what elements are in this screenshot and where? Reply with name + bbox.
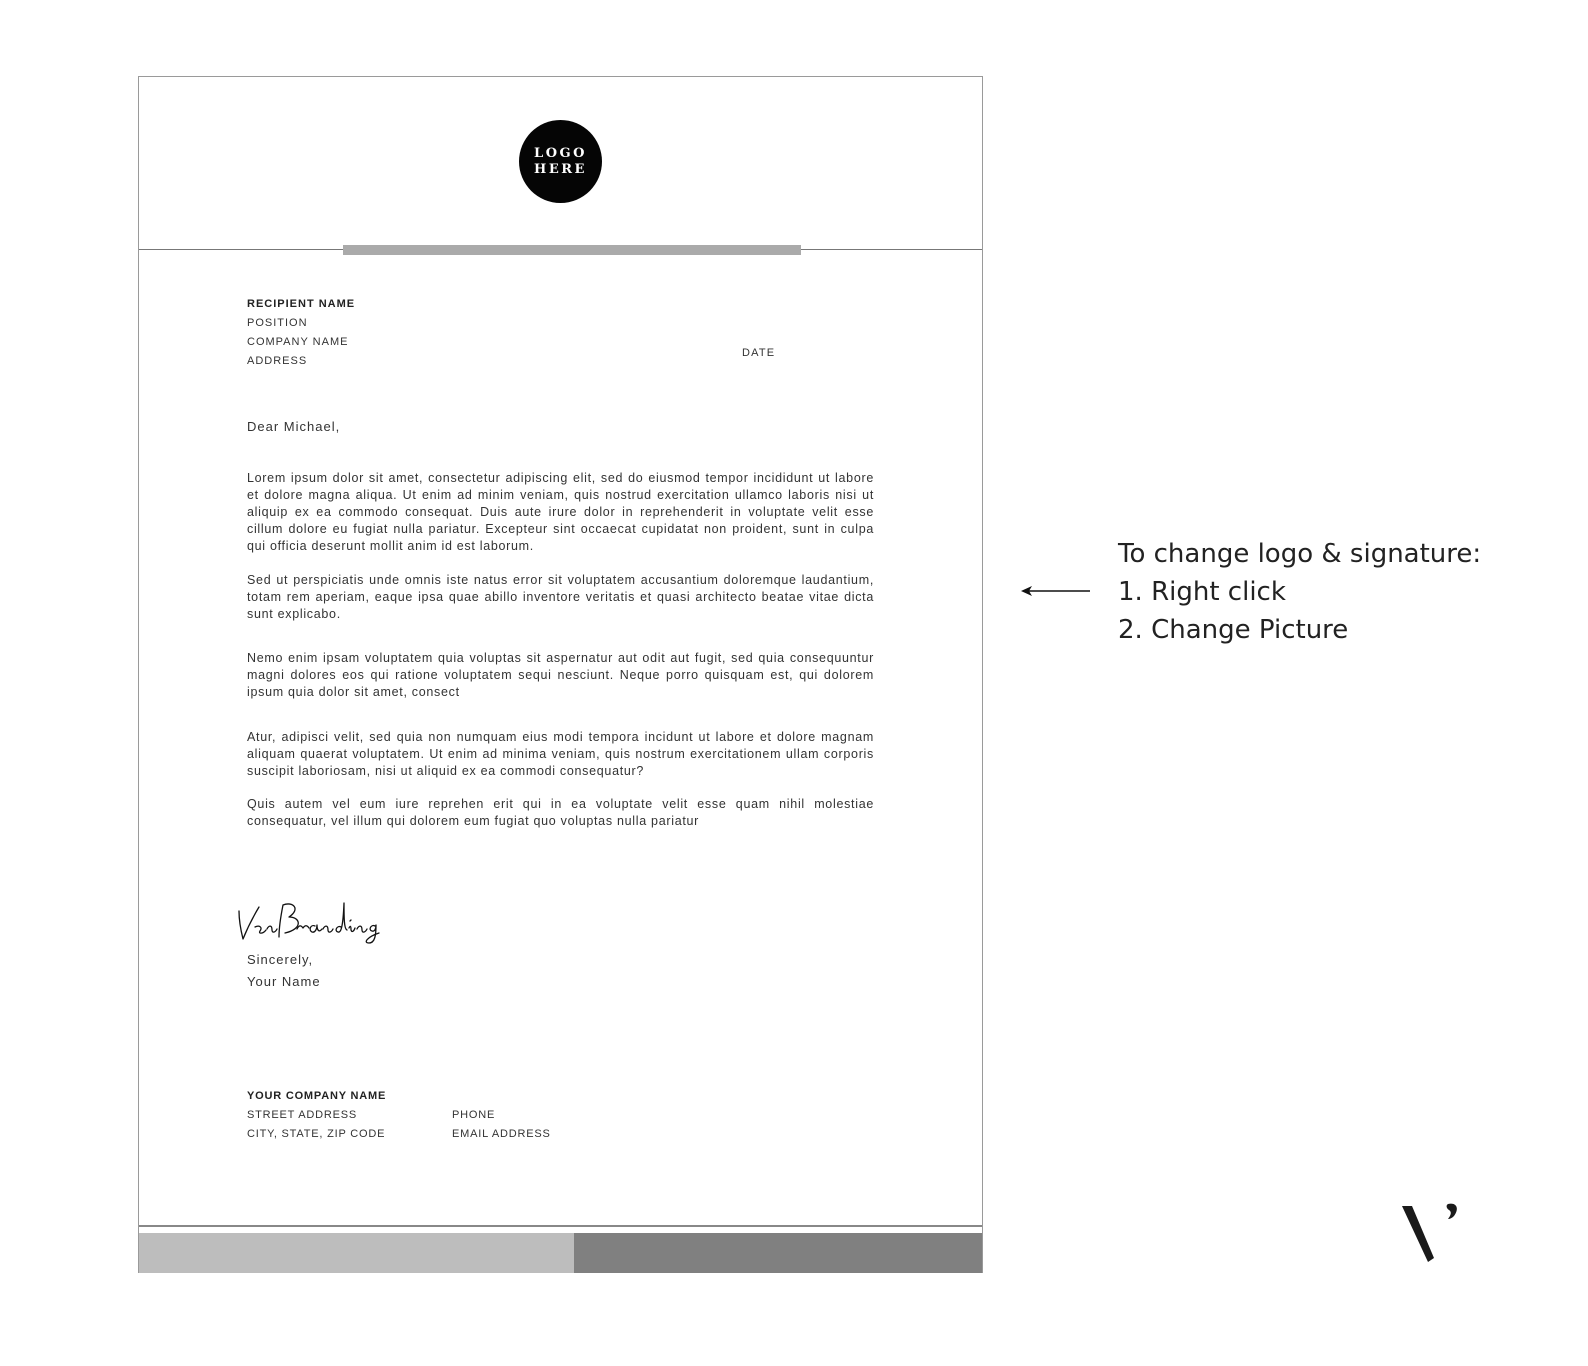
company-phone: PHONE [452,1109,496,1121]
greeting: Dear Michael, [247,419,341,434]
brand-v-icon [1398,1200,1462,1266]
recipient-name: RECIPIENT NAME [247,298,356,310]
closing-block [247,949,321,993]
body-paragraph-2: Sed ut perspiciatis unde omnis iste natus error sit voluptatem accusantium doloremque laudantium, totam rem aperiam, eaque ipsa quae abillo inventore veritatis et quasi architecto beatae vitae dicta sunt explicabo. [247,573,874,621]
footer-divider [139,1225,982,1227]
logo-line-1: LOGO [534,145,587,161]
instructions-block [1118,535,1481,649]
company-email: EMAIL ADDRESS [452,1128,551,1140]
company-block [247,1087,386,1144]
company-city: CITY, STATE, ZIP CODE [247,1128,386,1140]
body-paragraph-1: Lorem ipsum dolor sit amet, consectetur adipiscing elit, sed do eiusmod tempor incididunt ut labore et dolore magna aliqua. Ut enim ad minim veniam, quis nostrud exercitation ullamco laboris nisi ut aliquip ex ea commodo consequat. Duis aute irure dolor in reprehenderit in voluptate velit esse cillum dolore eu fugiat nulla pariatur. Excepteur sint occaecat cupidatat non proident, sunt in culpa qui officia deserunt mollit anim id est laborum. [247,471,874,553]
recipient-block [247,295,355,371]
contact-block [452,1106,551,1144]
instructions-title: To change logo & signature: [1118,539,1482,569]
body-paragraph-3: Nemo enim ipsam voluptatem quia voluptas sit aspernatur aut odit aut fugit, sed quia consequuntur magni dolores eos qui ratione voluptatem sequi nesciunt. Neque porro quisquam est, qui dolorem ipsum quia dolor sit amet, consect [247,651,874,699]
recipient-position: POSITION [247,317,308,329]
recipient-company: COMPANY NAME [247,336,349,348]
sender-name: Your Name [247,974,321,989]
body-paragraph-4: Atur, adipisci velit, sed quia non numquam eius modi tempora incidunt ut labore et dolore magnam aliquam quaerat voluptatem. Ut enim ad minima veniam, quis nostrum exercitationem ullam corporis suscipit laboriosam, nisi ut aliquid ex ea commodi consequatur? [247,730,874,778]
company-street: STREET ADDRESS [247,1109,358,1121]
header-accent-bar [343,245,801,255]
company-name: YOUR COMPANY NAME [247,1090,387,1102]
footer-dark-bar [574,1233,982,1273]
body-paragraph-5: Quis autem vel eum iure reprehen erit qui in ea voluptate velit esse quam nihil molestiae consequatur, vel illum qui dolorem eum fugiat quo voluptas nulla pariatur [247,797,874,828]
logo-line-2: HERE [534,161,587,177]
signature-image[interactable] [233,897,383,945]
footer-light-bar [139,1233,574,1273]
instructions-step-2: 2. Change Picture [1118,615,1349,645]
instructions-step-1: 1. Right click [1118,577,1286,607]
logo-placeholder[interactable] [519,120,602,203]
letterhead-page [138,76,983,1273]
recipient-address: ADDRESS [247,355,308,367]
letter-date: DATE [742,347,776,359]
sign-off: Sincerely, [247,952,314,967]
arrow-left-icon [1020,583,1092,599]
